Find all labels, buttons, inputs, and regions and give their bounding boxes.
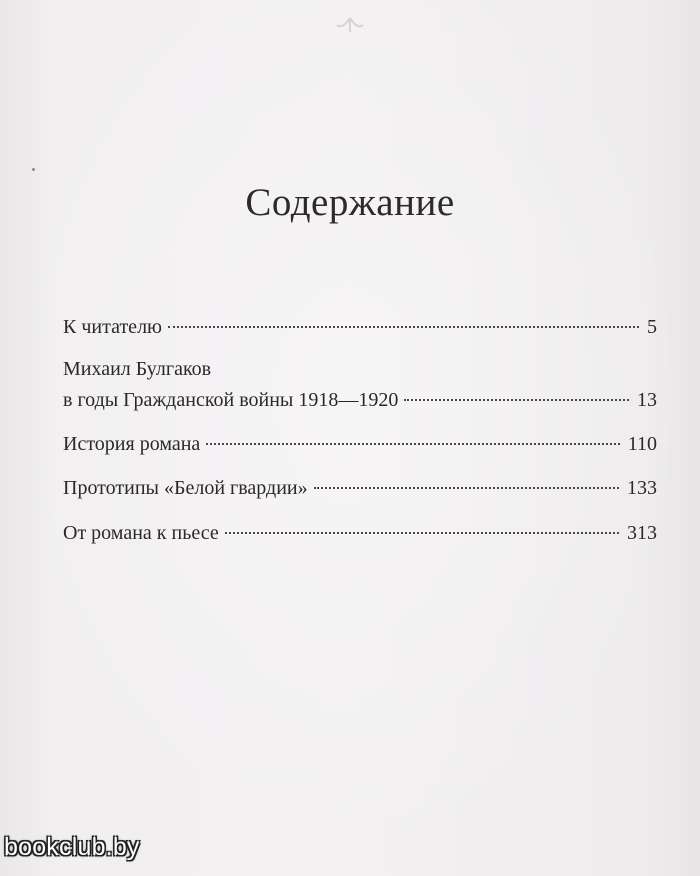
toc-entry-page: 313	[627, 522, 657, 544]
toc-entry-label: От романа к пьесе	[63, 522, 219, 544]
site-watermark: bookclub.by	[4, 833, 140, 861]
page-title: Содержание	[245, 181, 455, 224]
dot-leader	[168, 326, 639, 328]
dot-leader	[206, 443, 619, 445]
toc-entry-novel-to-play[interactable]	[63, 520, 657, 546]
toc-entry-label: К читателю	[63, 316, 162, 338]
toc-entry-bulgakov-civil-war[interactable]	[63, 356, 657, 413]
ornament-icon	[335, 16, 365, 34]
toc-entry-page: 13	[637, 389, 657, 411]
dot-leader	[225, 532, 619, 534]
toc-entry-page: 133	[627, 477, 657, 499]
toc-entry-label: в годы Гражданской войны 1918—1920	[63, 389, 399, 411]
toc-entry-prototypes[interactable]	[63, 475, 657, 501]
toc-entry-page: 110	[627, 433, 657, 455]
toc-entry-label: Прототипы «Белой гвардии»	[63, 477, 308, 499]
dot-leader	[404, 399, 629, 401]
toc-entry-novel-history[interactable]	[63, 431, 657, 457]
paper-speck	[32, 168, 35, 171]
toc-entry-to-reader[interactable]	[63, 314, 657, 340]
toc-entry-label-line1: Михаил Булгаков	[63, 358, 212, 380]
dot-leader	[314, 487, 619, 489]
toc-entry-label: История романа	[63, 433, 201, 455]
toc-entry-page: 5	[647, 316, 657, 338]
